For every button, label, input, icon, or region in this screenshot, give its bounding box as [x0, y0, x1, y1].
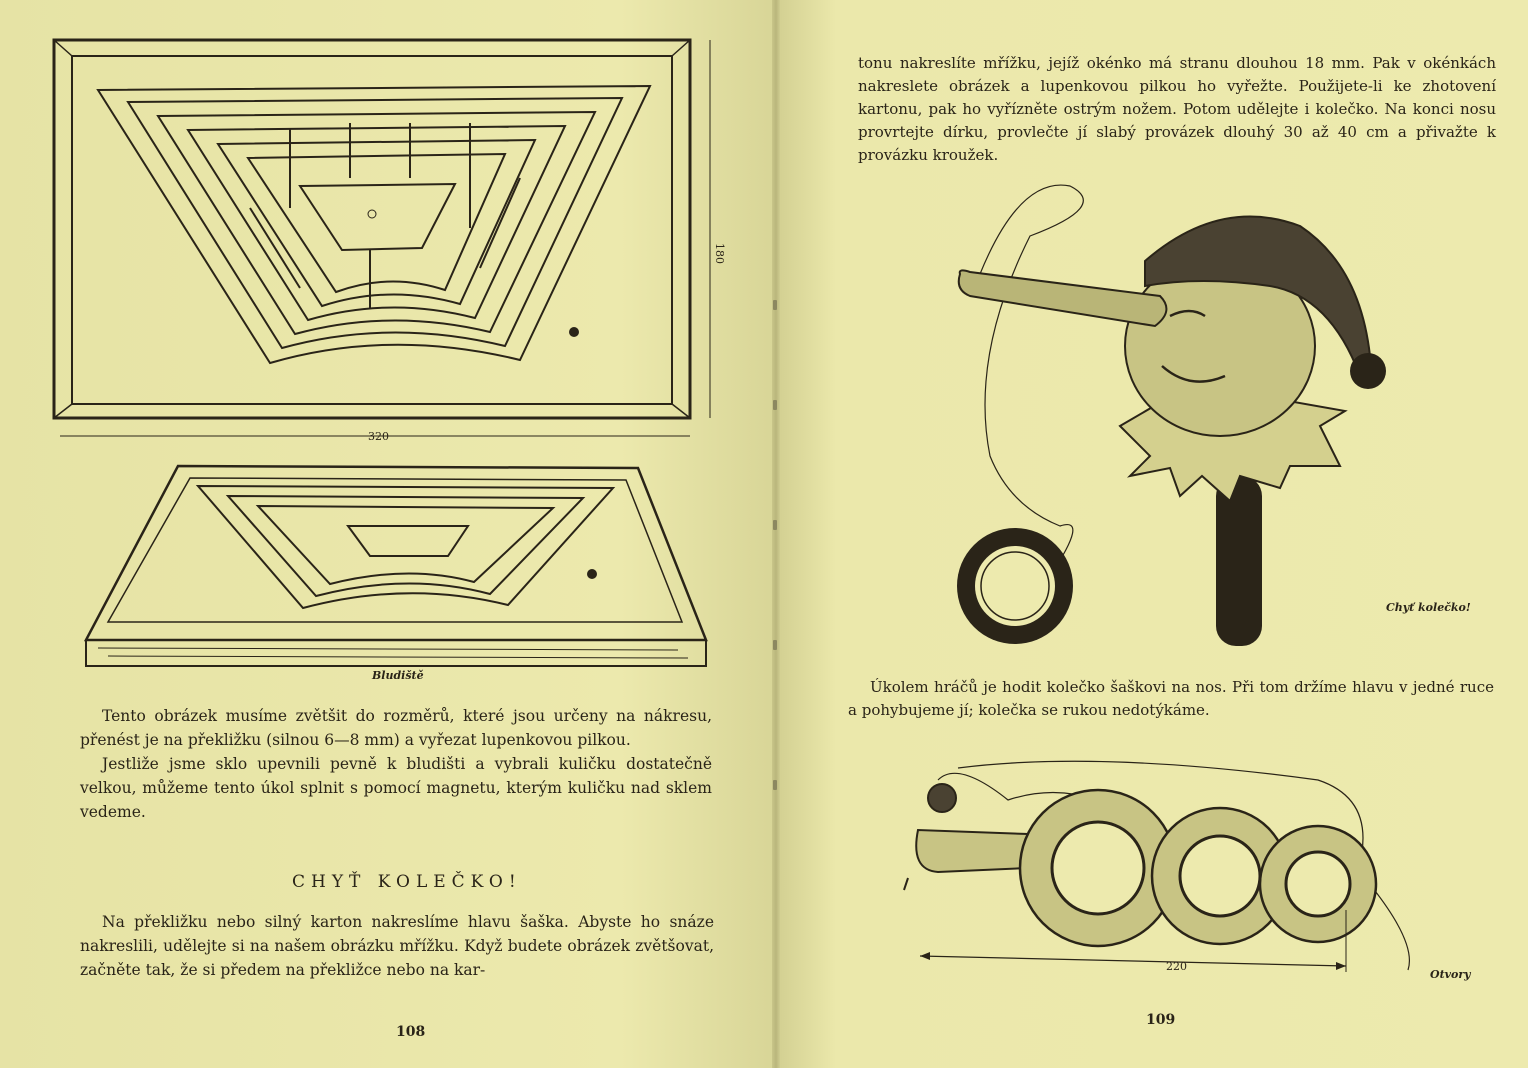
caption-labyrinth: Bludiště: [372, 669, 424, 682]
page-number-right: 109: [1146, 1012, 1176, 1028]
left-text-block-1: [80, 704, 712, 824]
paragraph: Úkolem hráčů je hodit kolečko šaškovi na nos. Při tom držíme hlavu v jedné ruce a pohybujeme jí; kolečka se rukou nedotýkáme.: [848, 678, 1494, 719]
paragraph: tonu nakreslíte mřížku, jejíž okénko má stranu dlouhou 18 mm. Pak v okénkách nakreslete obrázek a lupenkovou pilkou ho vyřežte. Použijete-li ke zhotovení kartonu, pak ho vyřízněte ostrým nožem. Potom udělejte i kolečko. Na konci nosu provrtejte dírku, provlečte jí slabý provázek dlouhý 30 až 40 cm a přivažte k provázku kroužek.: [858, 54, 1496, 164]
jester-figure: [940, 176, 1400, 656]
binding-stitch: [773, 400, 777, 410]
binding-stitch: [773, 640, 777, 650]
paragraph: Na překližku nebo silný karton nakreslíme hlavu šaška. Abyste ho snáze nakreslili, udělejte si na našem obrázku mřížku. Když budete obrázek zvětšovat, začněte tak, že si předem na překližce nebo na kar-: [80, 913, 714, 979]
binding-stitch: [773, 520, 777, 530]
right-text-block-top: [858, 52, 1496, 167]
caption-holes: Otvory: [1430, 968, 1471, 981]
labyrinth-box-figure: [78, 460, 718, 670]
holes-board-figure: [898, 760, 1498, 990]
paragraph: Tento obrázek musíme zvětšit do rozměrů, které jsou určeny na nákresu, přenést je na překližku (silnou 6—8 mm) a vyřezat lupenkovou pilkou.: [80, 707, 712, 749]
section-heading: CHYŤ KOLEČKO!: [292, 872, 522, 892]
caption-jester: Chyť kolečko!: [1386, 601, 1471, 614]
page-number-left: 108: [396, 1024, 426, 1040]
left-text-block-2: [80, 910, 714, 982]
book-gutter: [772, 0, 780, 1068]
binding-stitch: [773, 300, 777, 310]
dim-board-width: 220: [1166, 960, 1187, 973]
binding-stitch: [773, 780, 777, 790]
dim-width: 320: [368, 430, 389, 443]
paragraph: Jestliže jsme sklo upevnili pevně k bludišti a vybrali kuličku dostatečně velkou, můžeme tento úkol splnit s pomocí magnetu, kterým kuličku nad sklem vedeme.: [80, 755, 712, 821]
labyrinth-plan-figure: [50, 28, 730, 448]
dim-height: 180: [713, 243, 726, 264]
right-text-block-mid: [848, 676, 1494, 722]
